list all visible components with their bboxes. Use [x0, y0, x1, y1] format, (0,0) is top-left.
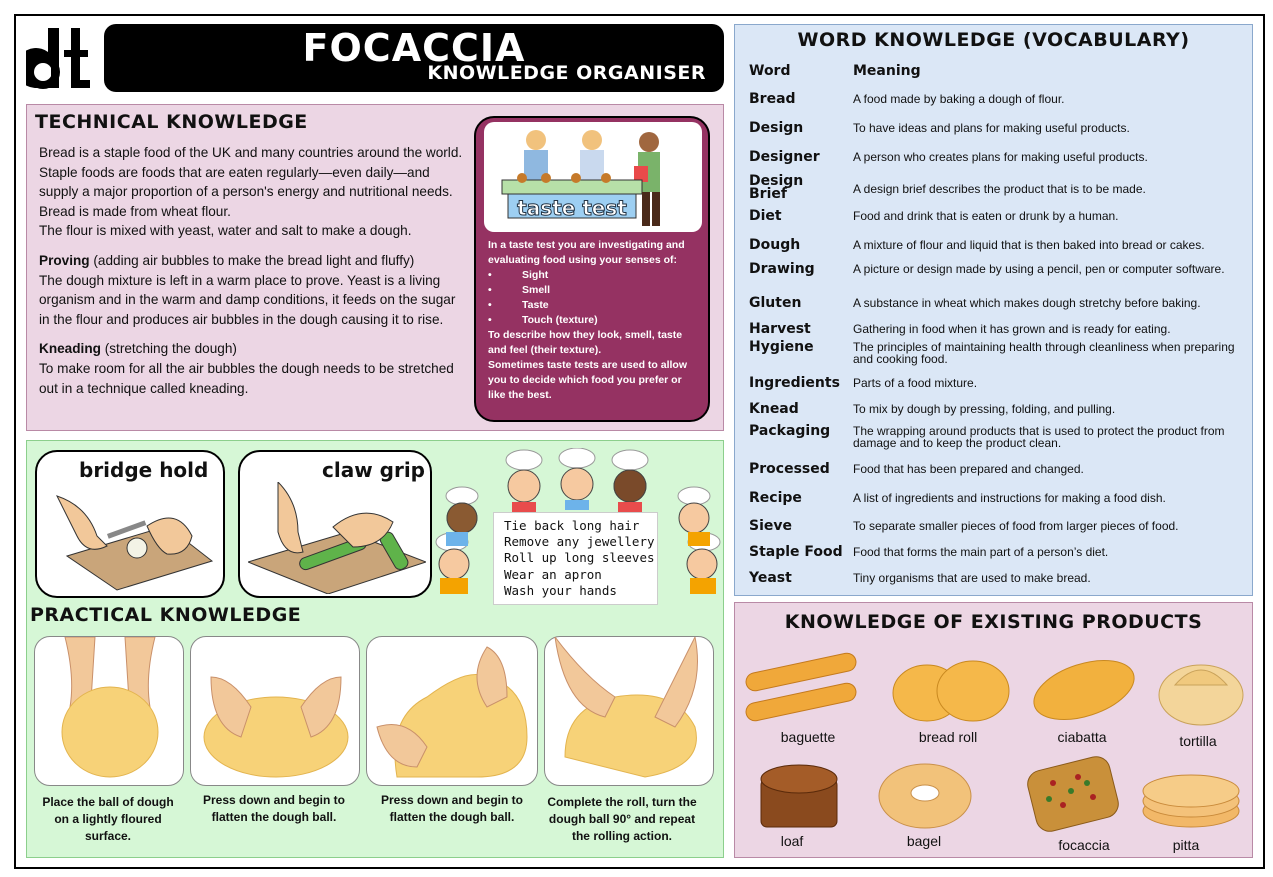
- vocab-meaning: Food and drink that is eaten or drunk by a human.: [853, 209, 1119, 223]
- vocab-word: Hygiene: [749, 339, 814, 355]
- claw-grip-label: claw grip: [322, 458, 425, 482]
- pitta-label: pitta: [1172, 837, 1200, 853]
- sense-item: • Smell: [488, 283, 702, 298]
- loaf-label: loaf: [780, 833, 804, 849]
- bagel-label: bagel: [906, 833, 942, 849]
- kneading-term: Kneading: [39, 341, 101, 357]
- claw-grip-card: [238, 450, 432, 598]
- vocab-word: Yeast: [749, 570, 792, 586]
- ciabatta-label: ciabatta: [1057, 729, 1107, 745]
- sense-item: • Touch (texture): [488, 313, 702, 328]
- kneading-step-4-image: [544, 636, 714, 786]
- vocab-meaning: Food that has been prepared and changed.: [853, 462, 1084, 476]
- vocab-word: Knead: [749, 401, 799, 417]
- vocab-word: Design: [749, 120, 804, 136]
- taste-test-text: [488, 238, 702, 403]
- vocabulary-heading: WORD KNOWLEDGE (VOCABULARY): [797, 29, 1190, 51]
- taste-test-sometimes: Sometimes taste tests are used to allow you to decide which food you prefer or like the best.: [488, 359, 687, 401]
- vocab-word: Recipe: [749, 490, 802, 506]
- bread-intro: Bread is a staple food of the UK and many countries around the world. Staple foods are foods that are eaten regularly—even daily—and supply a major proportion of a person's energy and nutritional needs. Bread is made from wheat flour.: [39, 145, 463, 219]
- senses-list: [488, 268, 702, 328]
- page-subtitle: KNOWLEDGE ORGANISER: [427, 62, 706, 84]
- kneading-step-1-image: [34, 636, 184, 786]
- vocab-meaning: To mix by dough by pressing, folding, and pulling.: [853, 402, 1116, 416]
- vocab-meaning: To separate smaller pieces of food from larger pieces of food.: [853, 519, 1179, 533]
- vocab-meaning: A design brief describes the product that is to be made.: [853, 182, 1146, 196]
- proving-term: Proving: [39, 252, 90, 268]
- vocab-word: Harvest: [749, 321, 811, 337]
- dough-intro: The flour is mixed with yeast, water and salt to make a dough.: [39, 223, 412, 239]
- bridge-hold-card: [35, 450, 225, 598]
- vocab-word: Packaging: [749, 423, 831, 439]
- vocab-meaning: A substance in wheat which makes dough stretchy before baking.: [853, 296, 1201, 310]
- existing-products-panel: [734, 602, 1253, 858]
- vocab-meaning: Parts of a food mixture.: [853, 376, 978, 390]
- vocab-meaning: To have ideas and plans for making useful products.: [853, 121, 1130, 135]
- vocab-meaning: Food that forms the main part of a person’s diet.: [853, 545, 1109, 559]
- technical-body: [39, 143, 467, 406]
- proving-text: The dough mixture is left in a warm place to prove. Yeast is a living organism and in the warm and damp conditions, it feeds on the sugar in the flour and produces air bubbles in the dough causing it to rise.: [39, 272, 456, 327]
- bagel-image: [875, 761, 975, 831]
- bridge-hold-label: bridge hold: [79, 458, 209, 482]
- pitta-image: [1139, 771, 1243, 831]
- vocab-word: Dough: [749, 237, 801, 253]
- focaccia-image: [1023, 753, 1123, 835]
- claw-grip-illustration: [248, 482, 426, 594]
- col-meaning-header: Meaning: [853, 63, 921, 79]
- taste-test-box: [474, 116, 710, 422]
- kneading-step-2-caption: Press down and begin to flatten the dough ball.: [202, 793, 345, 824]
- vocab-word: Design Brief: [749, 173, 804, 202]
- bread-roll-image: [889, 655, 1011, 725]
- ciabatta-image: [1029, 655, 1139, 725]
- taste-test-describe: To describe how they look, smell, taste and feel (their texture).: [488, 329, 683, 356]
- baguette-image: [741, 647, 863, 727]
- hygiene-rule: Wear an apron: [504, 566, 602, 582]
- tortilla-image: [1155, 655, 1247, 729]
- taste-test-banner: taste test: [517, 196, 627, 220]
- vocab-meaning: Gathering in food when it has grown and is ready for eating.: [853, 322, 1171, 336]
- technical-heading: TECHNICAL KNOWLEDGE: [35, 111, 308, 133]
- hygiene-rule: Remove any jewellery: [504, 534, 655, 550]
- hygiene-rules-board: [493, 512, 658, 605]
- vocab-word: Diet: [749, 208, 782, 224]
- vocab-word: Bread: [749, 91, 796, 107]
- kneading-sub: (stretching the dough): [100, 341, 237, 357]
- vocab-meaning: Tiny organisms that are used to make bread.: [853, 571, 1091, 585]
- vocab-word: Drawing: [749, 261, 815, 277]
- vocab-word: Ingredients: [749, 375, 840, 391]
- taste-test-intro: In a taste test you are investigating and evaluating food using your senses of:: [488, 239, 685, 266]
- vocab-word: Staple Food: [749, 544, 843, 560]
- vocab-meaning: The principles of maintaining health through cleanliness when preparing and cooking food.: [853, 340, 1235, 366]
- vocabulary-panel: [734, 24, 1253, 596]
- vocab-meaning: A food made by baking a dough of flour.: [853, 92, 1065, 106]
- vocab-header-row: [749, 65, 1249, 81]
- vocab-word: Sieve: [749, 518, 792, 534]
- vocab-word: Processed: [749, 461, 830, 477]
- sense-item: • Sight: [488, 268, 702, 283]
- hygiene-rule: Tie back long hair: [504, 518, 640, 533]
- dt-logo: [26, 24, 98, 92]
- focaccia-label: focaccia: [1058, 837, 1110, 853]
- vocab-meaning: The wrapping around products that is used to protect the product from damage and to keep the product clean.: [853, 424, 1225, 450]
- hygiene-rule: Roll up long sleeves: [504, 550, 655, 566]
- page-title: FOCACCIA: [302, 26, 526, 70]
- bread-roll-label: bread roll: [918, 729, 978, 745]
- bridge-hold-illustration: [47, 486, 217, 594]
- kneading-step-1-caption: Place the ball of dough on a lightly floured surface.: [42, 795, 174, 843]
- vocab-meaning: A mixture of flour and liquid that is then baked into bread or cakes.: [853, 238, 1205, 252]
- col-word-header: Word: [749, 63, 791, 79]
- vocab-meaning: A list of ingredients and instructions for making a food dish.: [853, 491, 1166, 505]
- kneading-step-4-caption: Complete the roll, turn the dough ball 90° and repeat the rolling action.: [547, 795, 697, 843]
- baguette-label: baguette: [780, 729, 836, 745]
- proving-sub: (adding air bubbles to make the bread light and fluffy): [89, 252, 415, 268]
- kneading-text: To make room for all the air bubbles the dough needs to be stretched out in a technique called kneading.: [39, 360, 454, 396]
- kneading-step-3-image: [366, 636, 538, 786]
- taste-test-illustration: [484, 122, 702, 232]
- tortilla-label: tortilla: [1179, 733, 1217, 749]
- title-bar: [104, 24, 724, 92]
- kneading-step-2-image: [190, 636, 360, 786]
- kneading-step-3-caption: Press down and begin to flatten the dough ball.: [380, 793, 523, 824]
- practical-heading: PRACTICAL KNOWLEDGE: [30, 604, 302, 626]
- vocab-word: Gluten: [749, 295, 802, 311]
- vocab-word: Designer: [749, 149, 820, 165]
- hygiene-rule: Wash your hands: [504, 582, 617, 598]
- existing-heading: KNOWLEDGE OF EXISTING PRODUCTS: [784, 611, 1203, 633]
- vocab-meaning: A picture or design made by using a pencil, pen or computer software.: [853, 262, 1225, 276]
- vocab-meaning: A person who creates plans for making useful products.: [853, 150, 1148, 164]
- sense-item: • Taste: [488, 298, 702, 313]
- loaf-image: [757, 761, 841, 831]
